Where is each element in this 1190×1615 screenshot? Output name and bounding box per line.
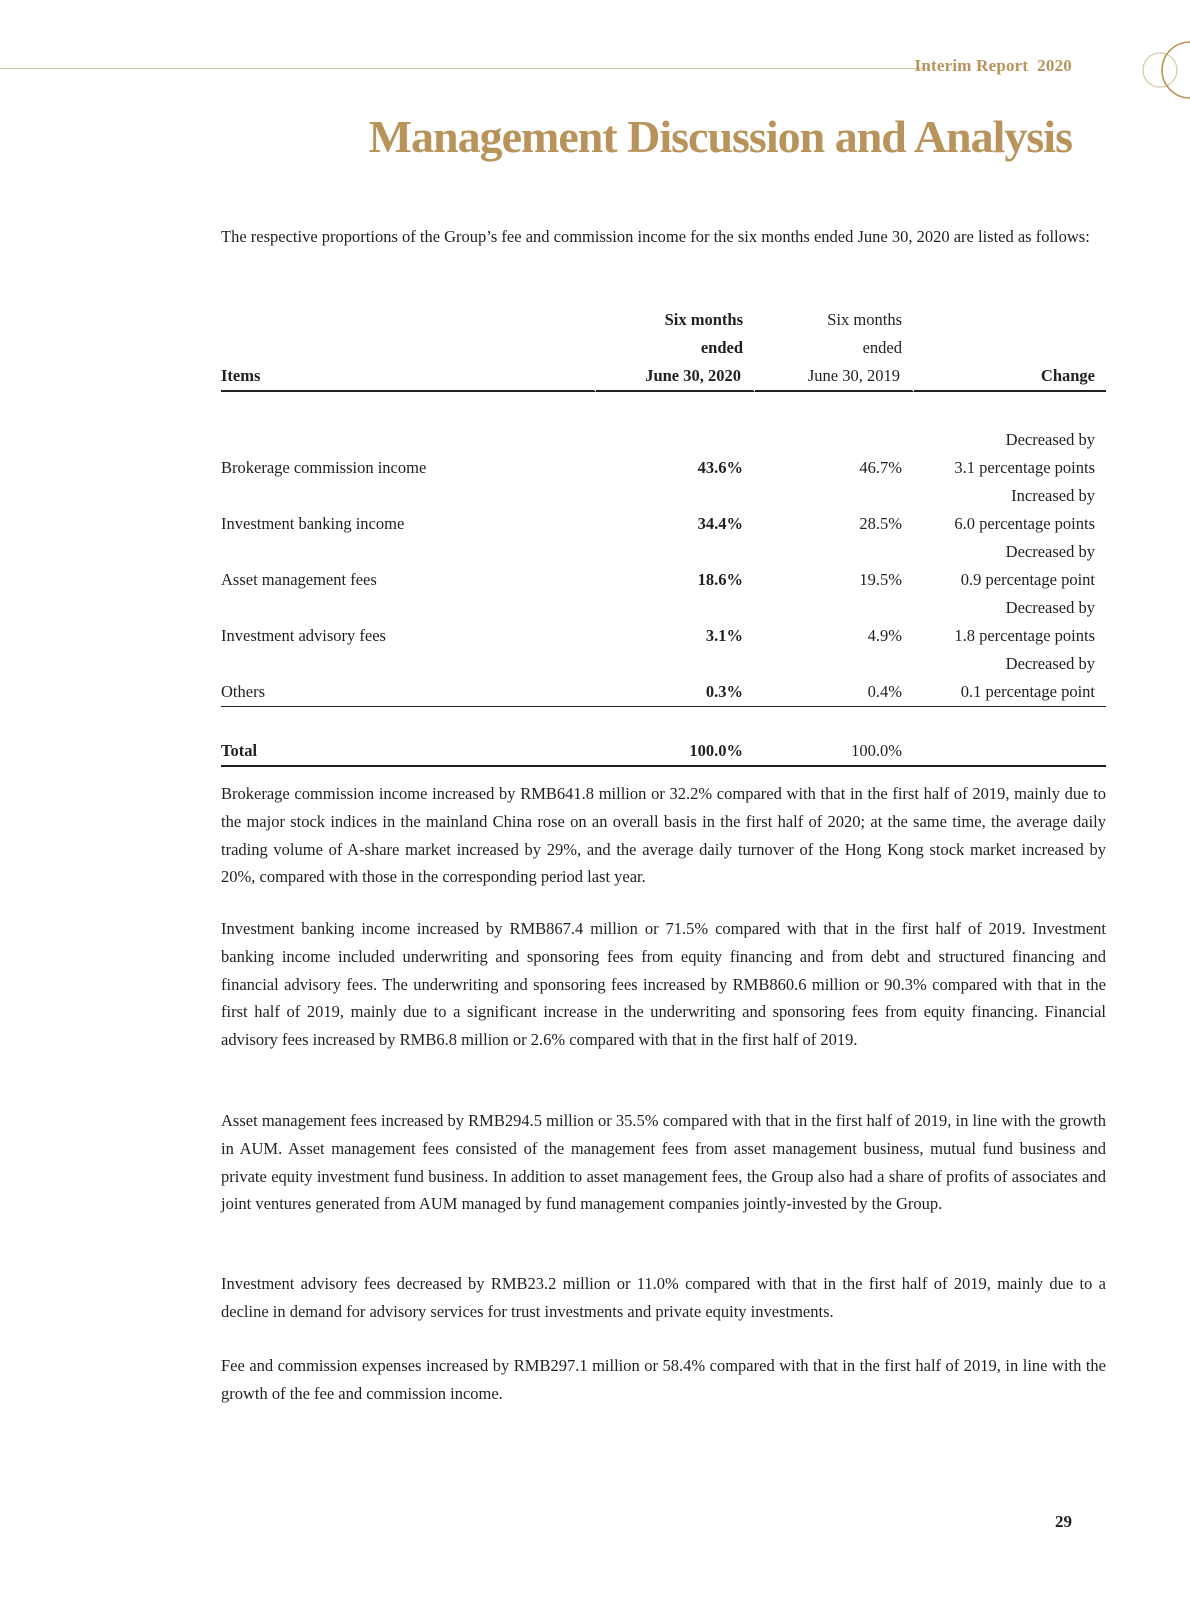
row-value-2019: 19.5% xyxy=(859,570,902,589)
change-line1: Decreased by xyxy=(1005,654,1095,673)
row-item: Investment advisory fees xyxy=(221,626,386,645)
table-row xyxy=(221,594,1106,650)
row-value-2020: 0.3% xyxy=(596,650,755,707)
change-line2: 3.1 percentage points xyxy=(954,458,1095,477)
row-change xyxy=(914,650,1106,707)
row-value-2020: 18.6% xyxy=(697,570,743,589)
paragraph-asset-management: Asset management fees increased by RMB294.5 million or 35.5% compared with that in the first half of 2019, in line with the growth in AUM. Asset management fees consisted of the management fees from asset management business, mutual fund business and private equity investment fund business. In addition to asset management fees, the Group also had a share of profits of associates and joint ventures generated from AUM managed by fund management companies jointly-invested by the Group. xyxy=(221,1111,1106,1214)
header-2020-line1: Six months xyxy=(664,310,743,329)
total-change xyxy=(914,737,1106,767)
header-rule xyxy=(0,68,930,69)
total-label: Total xyxy=(221,737,596,767)
header-change: Change xyxy=(914,362,1106,392)
change-line2: 0.1 percentage point xyxy=(960,682,1095,701)
header-2020-line3: June 30, 2020 xyxy=(596,362,755,392)
row-value-2020: 3.1% xyxy=(705,626,743,645)
total-value-2020: 100.0% xyxy=(596,737,755,767)
row-change xyxy=(914,594,1106,650)
paragraph-investment-banking: Investment banking income increased by RMB867.4 million or 71.5% compared with that in the first half of 2019. Investment banking income included underwriting and sponsoring fees from equity financing and from debt and structured financing and financial advisory fees. The underwriting and sponsoring fees increased by RMB860.6 million or 90.3% compared with that in the first half of 2019, mainly due to a significant increase in the underwriting and sponsoring fees from equity financing. Financial advisory fees increased by RMB6.8 million or 2.6% compared with that in the first half of 2019. xyxy=(221,919,1106,1050)
header-items: Items xyxy=(221,362,596,392)
paragraph-fee-expenses: Fee and commission expenses increased by RMB297.1 million or 58.4% compared with that in the first half of 2019, in line with the growth of the fee and commission income. xyxy=(221,1356,1106,1403)
intro-paragraph: The respective proportions of the Group’s fee and commission income for the six months ended June 30, 2020 are listed as follows: xyxy=(221,227,1090,246)
row-item: Asset management fees xyxy=(221,570,377,589)
row-value-2019: 4.9% xyxy=(867,626,902,645)
row-value-2020: 34.4% xyxy=(697,514,743,533)
table-row xyxy=(221,426,1106,482)
total-value-2019: 100.0% xyxy=(755,737,914,767)
report-label: Interim Report 2020 xyxy=(914,56,1072,75)
table-row xyxy=(221,650,1106,707)
row-change xyxy=(914,426,1106,482)
row-value-2019: 0.4% xyxy=(755,650,914,707)
row-value-2019: 28.5% xyxy=(859,514,902,533)
change-line2: 0.9 percentage point xyxy=(960,570,1095,589)
fee-proportions-table xyxy=(221,306,1106,767)
table-row xyxy=(221,482,1106,538)
header-2019-line3: June 30, 2019 xyxy=(755,362,914,392)
change-line2: 6.0 percentage points xyxy=(954,514,1095,533)
page-number: 29 xyxy=(1055,1512,1072,1531)
row-item: Investment banking income xyxy=(221,514,405,533)
table-row xyxy=(221,538,1106,594)
change-line1: Decreased by xyxy=(1005,430,1095,449)
decorative-circles-icon xyxy=(1138,40,1190,105)
paragraph-brokerage: Brokerage commission income increased by RMB641.8 million or 32.2% compared with that in the first half of 2019, mainly due to the major stock indices in the mainland China rose on an overall basis in the first half of 2020; at the same time, the average daily trading volume of A-share market increased by 29%, and the average daily turnover of the Hong Kong stock market increased by 20%, compared with those in the corresponding period last year. xyxy=(221,784,1106,887)
page-title: Management Discussion and Analysis xyxy=(368,111,1072,162)
row-change xyxy=(914,482,1106,538)
row-value-2020: 43.6% xyxy=(697,458,743,477)
row-item: Brokerage commission income xyxy=(221,458,427,477)
change-line2: 1.8 percentage points xyxy=(954,626,1095,645)
row-item: Others xyxy=(221,650,596,707)
change-line1: Decreased by xyxy=(1005,598,1095,617)
row-value-2019: 46.7% xyxy=(859,458,902,477)
change-line1: Increased by xyxy=(1011,486,1095,505)
paragraph-investment-advisory: Investment advisory fees decreased by RMB23.2 million or 11.0% compared with that in the first half of 2019, mainly due to a decline in demand for advisory services for trust investments and private equity investments. xyxy=(221,1274,1106,1321)
header-2019-line1: Six months xyxy=(827,310,902,329)
total-row xyxy=(221,737,1106,767)
header-2019-line2: ended xyxy=(862,338,902,357)
change-line1: Decreased by xyxy=(1005,542,1095,561)
header-2020-line2: ended xyxy=(700,338,743,357)
row-change xyxy=(914,538,1106,594)
